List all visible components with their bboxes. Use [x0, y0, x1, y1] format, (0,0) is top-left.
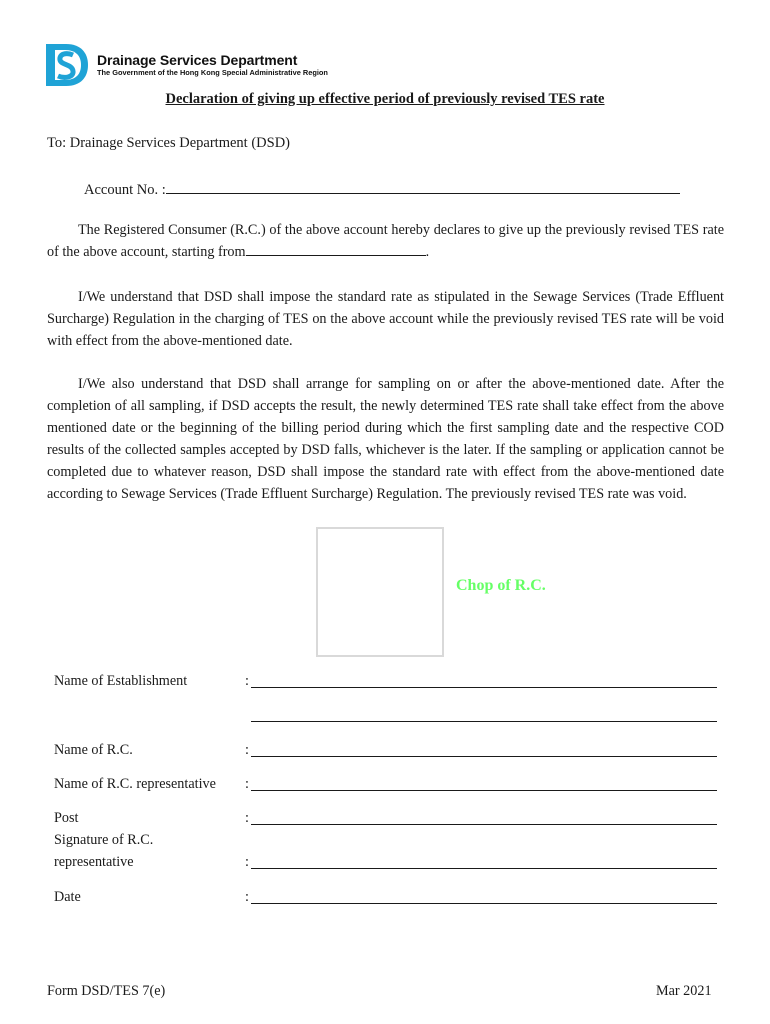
standard-rate-paragraph: [47, 286, 724, 352]
account-number-row: [84, 179, 680, 199]
document-title: Declaration of giving up effective period of previously revised TES rate: [165, 91, 605, 107]
date-colon: :: [245, 889, 249, 905]
post-label: Post: [54, 810, 79, 826]
date-field[interactable]: [251, 903, 717, 904]
chop-box[interactable]: [316, 527, 444, 657]
signature-field[interactable]: [251, 868, 717, 869]
date-label: Date: [54, 889, 81, 905]
chop-label: Chop of R.C.: [456, 577, 546, 594]
rc-name-field[interactable]: [251, 756, 717, 757]
establishment-field[interactable]: [251, 687, 717, 688]
sampling-paragraph: [47, 373, 724, 505]
form-number: Form DSD/TES 7(e): [47, 983, 166, 999]
recipient-line: To: Drainage Services Department (DSD): [47, 135, 290, 151]
declaration-text: The Registered Consumer (R.C.) of the above account hereby declares to give up the previously revised TES rate of the above account, starting from: [47, 222, 724, 260]
rc-name-colon: :: [245, 742, 249, 758]
account-number-field[interactable]: [166, 179, 680, 194]
post-field[interactable]: [251, 824, 717, 825]
signature-label-line1: Signature of R.C.: [54, 832, 154, 848]
establishment-label: Name of Establishment: [54, 673, 188, 689]
establishment-colon: :: [245, 673, 249, 689]
establishment-field-line2[interactable]: [251, 721, 717, 722]
rc-representative-field[interactable]: [251, 790, 717, 791]
standard-rate-text: I/We understand that DSD shall impose the standard rate as stipulated in the Sewage Services (Trade Effluent Surcharge) Regulation in the charging of TES on the above account while the previously revised TES rate will be void with effect from the above-mentioned date.: [47, 289, 724, 349]
form-date: Mar 2021: [656, 983, 712, 999]
start-date-field[interactable]: [246, 241, 426, 256]
signature-label-line2: representative: [54, 854, 134, 870]
declaration-paragraph: [47, 219, 724, 263]
declaration-end: .: [425, 244, 430, 260]
department-name: Drainage Services Department: [97, 52, 298, 68]
rc-name-label: Name of R.C.: [54, 742, 133, 758]
sampling-text: I/We also understand that DSD shall arrange for sampling on or after the above-mentioned date. After the completion of all sampling, if DSD accepts the result, the newly determined TES rate shall take effect from the above mentioned date or the beginning of the billing period during which the first sampling date and the respective COD results of the collected samples accepted by DSD falls, whichever is the later. If the sampling or application cannot be completed due to whatever reason, DSD shall impose the standard rate with effect from the above-mentioned date according to Sewage Services (Trade Effluent Surcharge) Regulation. The previously revised TES rate was void.: [47, 376, 724, 502]
rc-representative-label: Name of R.C. representative: [54, 776, 216, 792]
account-number-label: Account No. :: [84, 182, 166, 198]
government-subtitle: The Government of the Hong Kong Special Administrative Region: [97, 68, 328, 77]
post-colon: :: [245, 810, 249, 826]
dsd-logo-icon: [44, 42, 90, 88]
signature-colon: :: [245, 854, 249, 870]
rc-representative-colon: :: [245, 776, 249, 792]
